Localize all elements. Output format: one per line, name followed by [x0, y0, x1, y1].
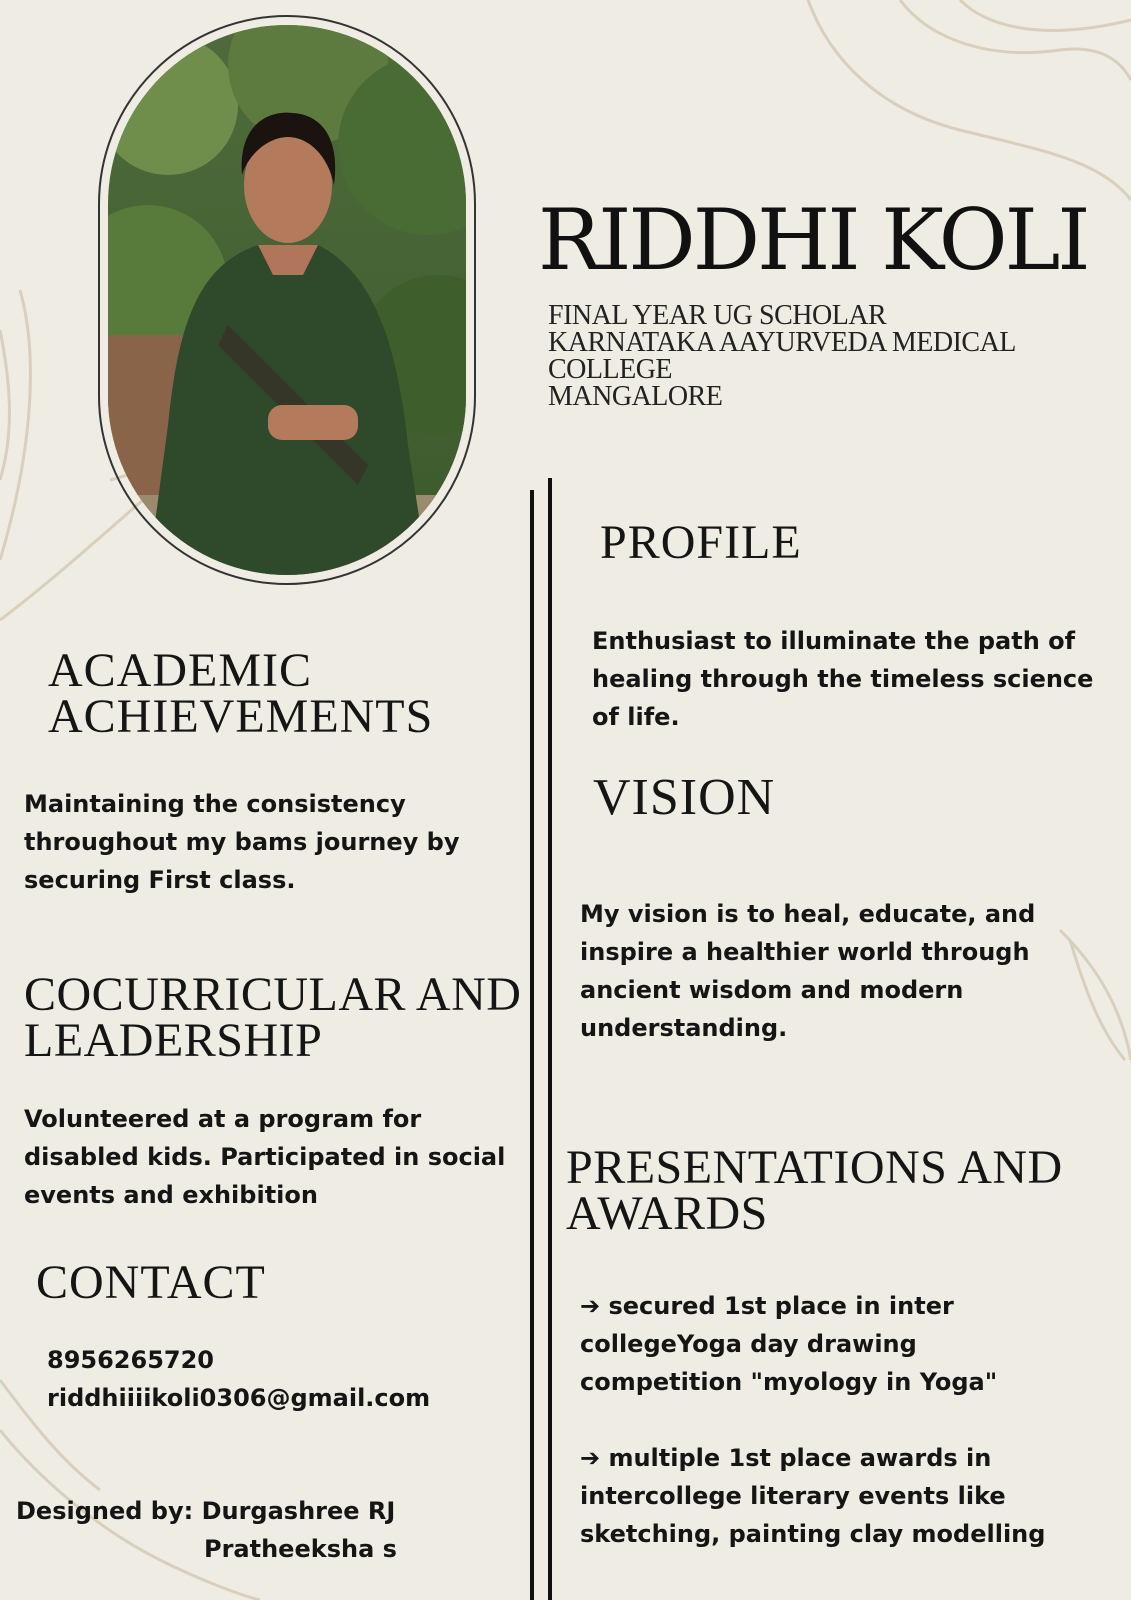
profile-photo [108, 25, 466, 575]
cocurricular-text: Volunteered at a program for disabled kids. Participated in social events and exhibition [24, 1105, 506, 1209]
award-item: ➔ multiple 1st place awards in intercollege literary events like sketching, painting clay modelling [580, 1444, 1046, 1548]
vision-text: My vision is to heal, educate, and inspire a healthier world through ancient wisdom and modern understanding. [580, 900, 1036, 1042]
credits-label: Designed by: Durgashree RJ [16, 1497, 396, 1525]
subtitle-block [548, 302, 1108, 410]
academic-text: Maintaining the consistency throughout my bams journey by securing First class. [24, 790, 460, 894]
cocurricular-heading: COCURRICULAR AND LEADERSHIP [24, 968, 522, 1067]
divider-line-left [530, 490, 534, 1600]
vision-heading: VISION [593, 769, 776, 826]
academic-heading: ACADEMIC ACHIEVEMENTS [48, 644, 434, 743]
email-address: riddhiiiikoli0306@gmail.com [47, 1384, 431, 1412]
award-item: ➔ secured 1st place in inter collegeYoga day drawing competition "myology in Yoga" [580, 1292, 998, 1396]
presentations-list [580, 1287, 1060, 1591]
profile-heading: PROFILE [600, 516, 802, 569]
subtitle-line: MANGALORE [548, 381, 723, 412]
credits-second-name: Pratheeksha s [204, 1535, 397, 1563]
presentations-heading: PRESENTATIONS AND AWARDS [566, 1141, 1063, 1240]
subtitle-line: FINAL YEAR UG SCHOLAR [548, 300, 887, 331]
contact-details [47, 1341, 507, 1417]
subtitle-line: COLLEGE [548, 354, 673, 385]
divider-line-right [548, 478, 552, 1600]
profile-text: Enthusiast to illuminate the path of healing through the timeless science of life. [592, 627, 1094, 731]
subtitle-line: KARNATAKA AAYURVEDA MEDICAL [548, 327, 1016, 358]
phone-number: 8956265720 [47, 1346, 214, 1374]
person-name: RIDDHI KOLI [538, 191, 1088, 289]
contact-heading: CONTACT [36, 1256, 266, 1309]
